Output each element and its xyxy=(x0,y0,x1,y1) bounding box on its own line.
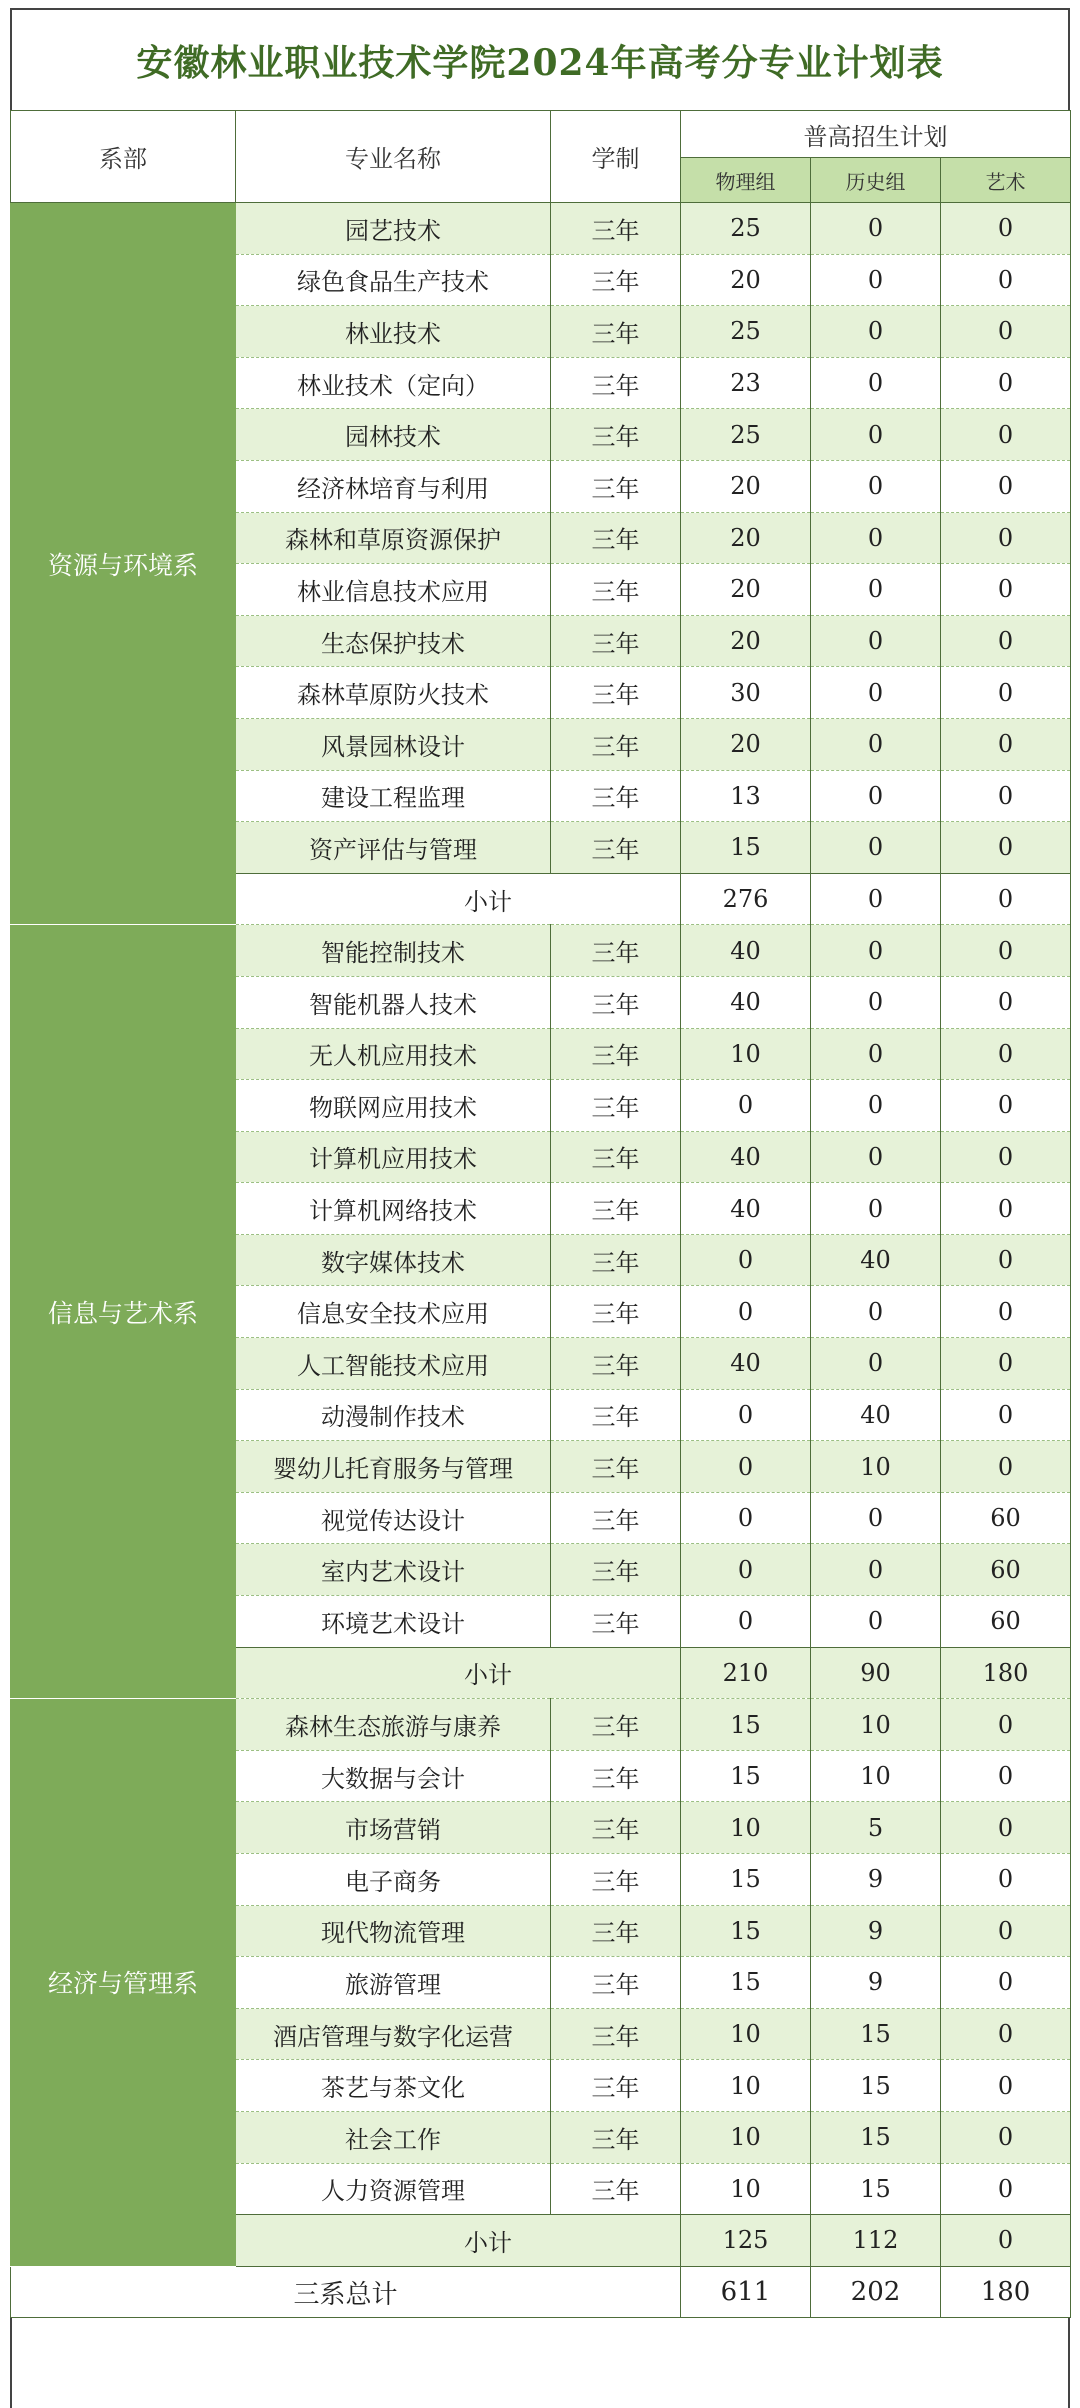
cell-physics: 0 xyxy=(681,1234,811,1286)
cell-duration: 三年 xyxy=(551,1441,681,1493)
cell-history: 15 xyxy=(811,2163,941,2215)
cell-art: 0 xyxy=(941,718,1071,770)
subtotal-art: 0 xyxy=(941,873,1071,925)
cell-art: 60 xyxy=(941,1544,1071,1596)
cell-art: 0 xyxy=(941,1441,1071,1493)
cell-art: 0 xyxy=(941,1338,1071,1390)
cell-physics: 15 xyxy=(681,1854,811,1906)
cell-art: 0 xyxy=(941,409,1071,461)
cell-major: 无人机应用技术 xyxy=(236,1028,551,1080)
cell-major: 婴幼儿托育服务与管理 xyxy=(236,1441,551,1493)
cell-history: 15 xyxy=(811,2008,941,2060)
subtotal-label: 小计 xyxy=(236,873,681,925)
cell-art: 0 xyxy=(941,2060,1071,2112)
cell-physics: 20 xyxy=(681,615,811,667)
cell-major: 茶艺与茶文化 xyxy=(236,2060,551,2112)
page-title: 安徽林业职业技术学院2024年高考分专业计划表 xyxy=(10,8,1070,110)
cell-duration: 三年 xyxy=(551,822,681,874)
cell-duration: 三年 xyxy=(551,718,681,770)
cell-duration: 三年 xyxy=(551,925,681,977)
cell-physics: 25 xyxy=(681,409,811,461)
cell-duration: 三年 xyxy=(551,1234,681,1286)
cell-physics: 0 xyxy=(681,1596,811,1648)
cell-major: 信息安全技术应用 xyxy=(236,1286,551,1338)
cell-history: 0 xyxy=(811,1080,941,1132)
cell-art: 0 xyxy=(941,1802,1071,1854)
cell-major: 旅游管理 xyxy=(236,1957,551,2009)
cell-physics: 0 xyxy=(681,1389,811,1441)
department-name: 资源与环境系 xyxy=(11,203,236,925)
cell-physics: 40 xyxy=(681,1338,811,1390)
cell-duration: 三年 xyxy=(551,615,681,667)
cell-history: 9 xyxy=(811,1957,941,2009)
cell-art: 0 xyxy=(941,1234,1071,1286)
total-label: 三系总计 xyxy=(11,2266,681,2318)
cell-physics: 10 xyxy=(681,2008,811,2060)
subtotal-art: 180 xyxy=(941,1647,1071,1699)
cell-physics: 15 xyxy=(681,1957,811,2009)
table-row xyxy=(11,1699,1071,1751)
cell-history: 5 xyxy=(811,1802,941,1854)
cell-art: 0 xyxy=(941,1854,1071,1906)
cell-major: 智能控制技术 xyxy=(236,925,551,977)
cell-major: 建设工程监理 xyxy=(236,770,551,822)
cell-duration: 三年 xyxy=(551,1492,681,1544)
cell-physics: 20 xyxy=(681,254,811,306)
cell-major: 林业技术（定向） xyxy=(236,357,551,409)
cell-history: 0 xyxy=(811,976,941,1028)
cell-physics: 10 xyxy=(681,2111,811,2163)
cell-physics: 10 xyxy=(681,1802,811,1854)
cell-physics: 20 xyxy=(681,460,811,512)
cell-art: 0 xyxy=(941,1131,1071,1183)
cell-history: 0 xyxy=(811,770,941,822)
cell-major: 计算机应用技术 xyxy=(236,1131,551,1183)
cell-major: 人工智能技术应用 xyxy=(236,1338,551,1390)
cell-major: 生态保护技术 xyxy=(236,615,551,667)
cell-history: 0 xyxy=(811,667,941,719)
cell-major: 绿色食品生产技术 xyxy=(236,254,551,306)
cell-major: 森林和草原资源保护 xyxy=(236,512,551,564)
cell-physics: 25 xyxy=(681,306,811,358)
cell-physics: 15 xyxy=(681,822,811,874)
cell-physics: 40 xyxy=(681,925,811,977)
cell-history: 0 xyxy=(811,1544,941,1596)
cell-history: 0 xyxy=(811,306,941,358)
subtotal-history: 0 xyxy=(811,873,941,925)
cell-physics: 40 xyxy=(681,976,811,1028)
cell-art: 0 xyxy=(941,1286,1071,1338)
subtotal-physics: 276 xyxy=(681,873,811,925)
cell-major: 数字媒体技术 xyxy=(236,1234,551,1286)
cell-physics: 10 xyxy=(681,2163,811,2215)
cell-physics: 25 xyxy=(681,203,811,255)
cell-major: 森林生态旅游与康养 xyxy=(236,1699,551,1751)
subtotal-physics: 125 xyxy=(681,2215,811,2267)
cell-history: 0 xyxy=(811,409,941,461)
cell-physics: 20 xyxy=(681,512,811,564)
subtotal-history: 112 xyxy=(811,2215,941,2267)
cell-duration: 三年 xyxy=(551,460,681,512)
cell-art: 0 xyxy=(941,564,1071,616)
cell-physics: 10 xyxy=(681,1028,811,1080)
cell-art: 0 xyxy=(941,357,1071,409)
cell-physics: 0 xyxy=(681,1286,811,1338)
cell-art: 0 xyxy=(941,1080,1071,1132)
cell-art: 60 xyxy=(941,1596,1071,1648)
cell-duration: 三年 xyxy=(551,564,681,616)
cell-duration: 三年 xyxy=(551,1131,681,1183)
cell-duration: 三年 xyxy=(551,2060,681,2112)
total-history: 202 xyxy=(811,2266,941,2318)
cell-duration: 三年 xyxy=(551,306,681,358)
table-row xyxy=(11,925,1071,977)
cell-major: 市场营销 xyxy=(236,1802,551,1854)
header-history: 历史组 xyxy=(811,158,941,203)
cell-duration: 三年 xyxy=(551,254,681,306)
cell-history: 0 xyxy=(811,718,941,770)
cell-history: 0 xyxy=(811,822,941,874)
cell-history: 0 xyxy=(811,1338,941,1390)
cell-physics: 20 xyxy=(681,564,811,616)
cell-major: 计算机网络技术 xyxy=(236,1183,551,1235)
cell-history: 0 xyxy=(811,564,941,616)
subtotal-physics: 210 xyxy=(681,1647,811,1699)
cell-physics: 0 xyxy=(681,1544,811,1596)
cell-major: 动漫制作技术 xyxy=(236,1389,551,1441)
cell-art: 0 xyxy=(941,1389,1071,1441)
cell-physics: 13 xyxy=(681,770,811,822)
cell-history: 0 xyxy=(811,1131,941,1183)
department-name: 信息与艺术系 xyxy=(11,925,236,1699)
cell-physics: 0 xyxy=(681,1441,811,1493)
cell-art: 0 xyxy=(941,2163,1071,2215)
cell-physics: 15 xyxy=(681,1699,811,1751)
cell-history: 0 xyxy=(811,203,941,255)
cell-physics: 10 xyxy=(681,2060,811,2112)
cell-physics: 23 xyxy=(681,357,811,409)
cell-major: 人力资源管理 xyxy=(236,2163,551,2215)
cell-history: 40 xyxy=(811,1389,941,1441)
total-row xyxy=(11,2266,1071,2318)
cell-history: 0 xyxy=(811,925,941,977)
cell-major: 电子商务 xyxy=(236,1854,551,1906)
cell-duration: 三年 xyxy=(551,1080,681,1132)
cell-art: 0 xyxy=(941,2008,1071,2060)
cell-major: 酒店管理与数字化运营 xyxy=(236,2008,551,2060)
cell-major: 经济林培育与利用 xyxy=(236,460,551,512)
cell-art: 0 xyxy=(941,822,1071,874)
cell-physics: 40 xyxy=(681,1183,811,1235)
cell-major: 园林技术 xyxy=(236,409,551,461)
cell-art: 0 xyxy=(941,1905,1071,1957)
cell-major: 物联网应用技术 xyxy=(236,1080,551,1132)
cell-art: 0 xyxy=(941,203,1071,255)
cell-art: 0 xyxy=(941,460,1071,512)
cell-major: 森林草原防火技术 xyxy=(236,667,551,719)
cell-history: 15 xyxy=(811,2060,941,2112)
cell-physics: 40 xyxy=(681,1131,811,1183)
cell-duration: 三年 xyxy=(551,512,681,564)
cell-major: 资产评估与管理 xyxy=(236,822,551,874)
cell-art: 0 xyxy=(941,1028,1071,1080)
header-major: 专业名称 xyxy=(236,111,551,203)
header-physics: 物理组 xyxy=(681,158,811,203)
cell-major: 园艺技术 xyxy=(236,203,551,255)
cell-major: 智能机器人技术 xyxy=(236,976,551,1028)
cell-physics: 15 xyxy=(681,1750,811,1802)
cell-duration: 三年 xyxy=(551,1286,681,1338)
cell-art: 0 xyxy=(941,667,1071,719)
cell-art: 0 xyxy=(941,1183,1071,1235)
cell-major: 现代物流管理 xyxy=(236,1905,551,1957)
cell-history: 10 xyxy=(811,1750,941,1802)
cell-duration: 三年 xyxy=(551,667,681,719)
cell-major: 室内艺术设计 xyxy=(236,1544,551,1596)
cell-history: 40 xyxy=(811,1234,941,1286)
cell-duration: 三年 xyxy=(551,1854,681,1906)
cell-history: 0 xyxy=(811,1183,941,1235)
cell-duration: 三年 xyxy=(551,1183,681,1235)
cell-history: 9 xyxy=(811,1854,941,1906)
cell-history: 0 xyxy=(811,357,941,409)
cell-art: 0 xyxy=(941,1957,1071,2009)
cell-art: 0 xyxy=(941,1699,1071,1751)
cell-duration: 三年 xyxy=(551,1905,681,1957)
cell-duration: 三年 xyxy=(551,409,681,461)
cell-physics: 20 xyxy=(681,718,811,770)
cell-duration: 三年 xyxy=(551,1338,681,1390)
total-physics: 611 xyxy=(681,2266,811,2318)
cell-art: 0 xyxy=(941,976,1071,1028)
cell-major: 环境艺术设计 xyxy=(236,1596,551,1648)
cell-art: 0 xyxy=(941,770,1071,822)
cell-duration: 三年 xyxy=(551,976,681,1028)
total-art: 180 xyxy=(941,2266,1071,2318)
cell-major: 社会工作 xyxy=(236,2111,551,2163)
table-row xyxy=(11,203,1071,255)
cell-art: 0 xyxy=(941,306,1071,358)
cell-duration: 三年 xyxy=(551,2163,681,2215)
department-name: 经济与管理系 xyxy=(11,1699,236,2267)
cell-duration: 三年 xyxy=(551,357,681,409)
cell-duration: 三年 xyxy=(551,770,681,822)
cell-art: 0 xyxy=(941,2111,1071,2163)
cell-duration: 三年 xyxy=(551,1957,681,2009)
header-dept: 系部 xyxy=(11,111,236,203)
cell-duration: 三年 xyxy=(551,203,681,255)
cell-duration: 三年 xyxy=(551,1389,681,1441)
cell-major: 风景园林设计 xyxy=(236,718,551,770)
table-body xyxy=(11,203,1071,2267)
header-duration: 学制 xyxy=(551,111,681,203)
cell-physics: 15 xyxy=(681,1905,811,1957)
cell-physics: 30 xyxy=(681,667,811,719)
cell-history: 9 xyxy=(811,1905,941,1957)
header-plan-group: 普高招生计划 xyxy=(681,111,1071,158)
cell-history: 15 xyxy=(811,2111,941,2163)
cell-duration: 三年 xyxy=(551,1802,681,1854)
cell-art: 0 xyxy=(941,254,1071,306)
cell-art: 0 xyxy=(941,615,1071,667)
subtotal-label: 小计 xyxy=(236,1647,681,1699)
cell-history: 0 xyxy=(811,1596,941,1648)
cell-art: 0 xyxy=(941,512,1071,564)
cell-history: 0 xyxy=(811,460,941,512)
plan-table xyxy=(10,110,1071,2318)
subtotal-history: 90 xyxy=(811,1647,941,1699)
cell-major: 林业技术 xyxy=(236,306,551,358)
cell-art: 0 xyxy=(941,925,1071,977)
header-art: 艺术 xyxy=(941,158,1071,203)
cell-art: 60 xyxy=(941,1492,1071,1544)
cell-history: 0 xyxy=(811,1492,941,1544)
cell-history: 0 xyxy=(811,1028,941,1080)
cell-duration: 三年 xyxy=(551,1699,681,1751)
cell-duration: 三年 xyxy=(551,1750,681,1802)
cell-major: 视觉传达设计 xyxy=(236,1492,551,1544)
cell-history: 0 xyxy=(811,615,941,667)
cell-duration: 三年 xyxy=(551,1596,681,1648)
cell-duration: 三年 xyxy=(551,2111,681,2163)
cell-physics: 0 xyxy=(681,1492,811,1544)
cell-history: 10 xyxy=(811,1441,941,1493)
cell-history: 10 xyxy=(811,1699,941,1751)
cell-duration: 三年 xyxy=(551,1544,681,1596)
cell-duration: 三年 xyxy=(551,2008,681,2060)
cell-major: 林业信息技术应用 xyxy=(236,564,551,616)
subtotal-art: 0 xyxy=(941,2215,1071,2267)
cell-history: 0 xyxy=(811,1286,941,1338)
cell-physics: 0 xyxy=(681,1080,811,1132)
cell-history: 0 xyxy=(811,254,941,306)
cell-history: 0 xyxy=(811,512,941,564)
cell-duration: 三年 xyxy=(551,1028,681,1080)
cell-major: 大数据与会计 xyxy=(236,1750,551,1802)
cell-art: 0 xyxy=(941,1750,1071,1802)
subtotal-label: 小计 xyxy=(236,2215,681,2267)
